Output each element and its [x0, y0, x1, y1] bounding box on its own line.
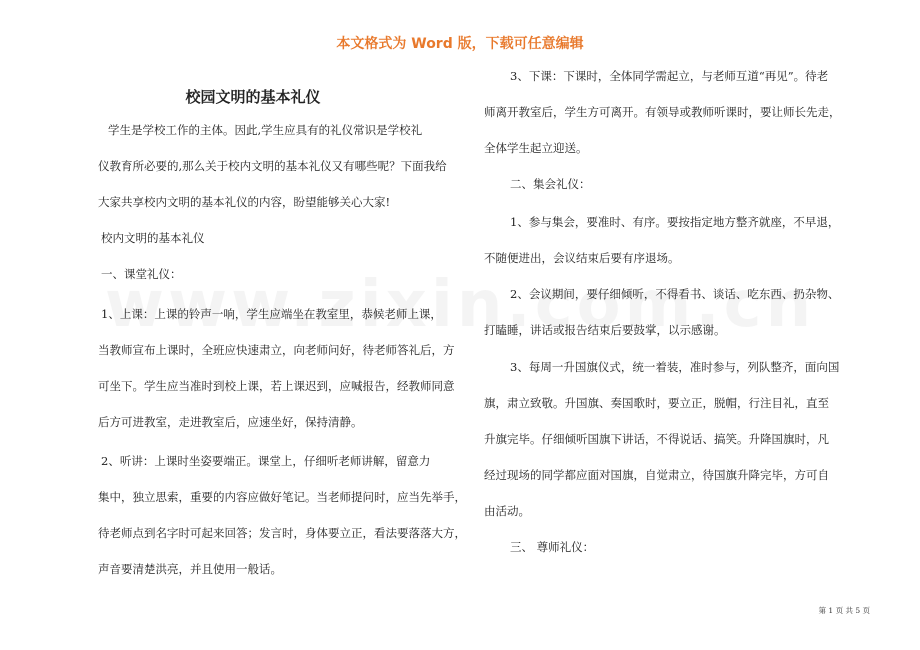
- text-line: 二、集会礼仪：: [510, 177, 591, 191]
- text-line: 后方可进教室，走进教室后，应速坐好，保持清静。: [98, 415, 363, 429]
- text-line: 可坐下。学生应当准时到校上课，若上课迟到，应喊报告，经教师同意: [98, 379, 455, 393]
- text-line: 3、每周一升国旗仪式，统一着装，准时参与，列队整齐，面向国: [510, 360, 840, 374]
- text-line: 校内文明的基本礼仪: [101, 231, 205, 245]
- text-line: 1、上课：上课的铃声一响，学生应端坐在教室里，恭候老师上课，: [101, 307, 442, 321]
- download-banner: 本文格式为 Word 版，下载可任意编辑: [336, 36, 584, 52]
- text-line: 仪教育所必要的,那么关于校内文明的基本礼仪又有哪些呢？下面我给: [98, 159, 447, 173]
- text-line: 三、 尊师礼仪：: [510, 540, 595, 554]
- text-line: 旗，肃立致敬。升国旗、奏国歌时，要立正，脱帽，行注目礼，直至: [484, 396, 829, 410]
- text-line: 3、下课：下课时，全体同学需起立，与老师互道“再见”。待老: [510, 69, 829, 83]
- text-line: 2、听讲：上课时坐姿要端正。课堂上，仔细听老师讲解，留意力: [101, 454, 431, 468]
- text-line: 一、课堂礼仪：: [101, 267, 182, 281]
- document-title: 校园文明的基本礼仪: [185, 88, 321, 106]
- text-line: 升旗完毕。仔细倾听国旗下讲话，不得说话、搞笑。升降国旗时，凡: [484, 432, 829, 446]
- text-line: 大家共享校内文明的基本礼仪的内容，盼望能够关心大家!: [98, 195, 391, 209]
- text-line: 2、会议期间，要仔细倾听，不得看书、谈话、吃东西、扔杂物、: [510, 287, 840, 301]
- text-line: 师离开教室后，学生方可离开。有领导或教师听课时，要让师长先走，: [484, 105, 841, 119]
- text-line: 1、参与集会，要准时、有序。要按指定地方整齐就座，不早退，: [510, 215, 840, 229]
- text-line: 当教师宣布上课时，全班应快速肃立，向老师问好，待老师答礼后，方: [98, 343, 455, 357]
- text-line: 经过现场的同学都应面对国旗，自觉肃立，待国旗升降完毕，方可自: [484, 468, 829, 482]
- text-line: 集中，独立思索，重要的内容应做好笔记。当老师提问时，应当先举手，: [98, 490, 466, 504]
- text-line: 全体学生起立迎送。: [484, 141, 588, 155]
- text-line: 不随便进出，会议结束后要有序退场。: [484, 251, 680, 265]
- text-line: 由活动。: [484, 504, 530, 518]
- text-line: 打瞌睡，讲话或报告结束后要鼓掌，以示感谢。: [484, 323, 726, 337]
- text-line: 声音要清楚洪亮，并且使用一般话。: [98, 562, 282, 576]
- text-line: 待老师点到名字时可起来回答；发言时，身体要立正，看法要落落大方，: [98, 526, 466, 540]
- text-line: 学生是学校工作的主体。因此,学生应具有的礼仪常识是学校礼: [108, 123, 423, 137]
- page-number-footer: 第 1 页 共 5 页: [818, 606, 870, 615]
